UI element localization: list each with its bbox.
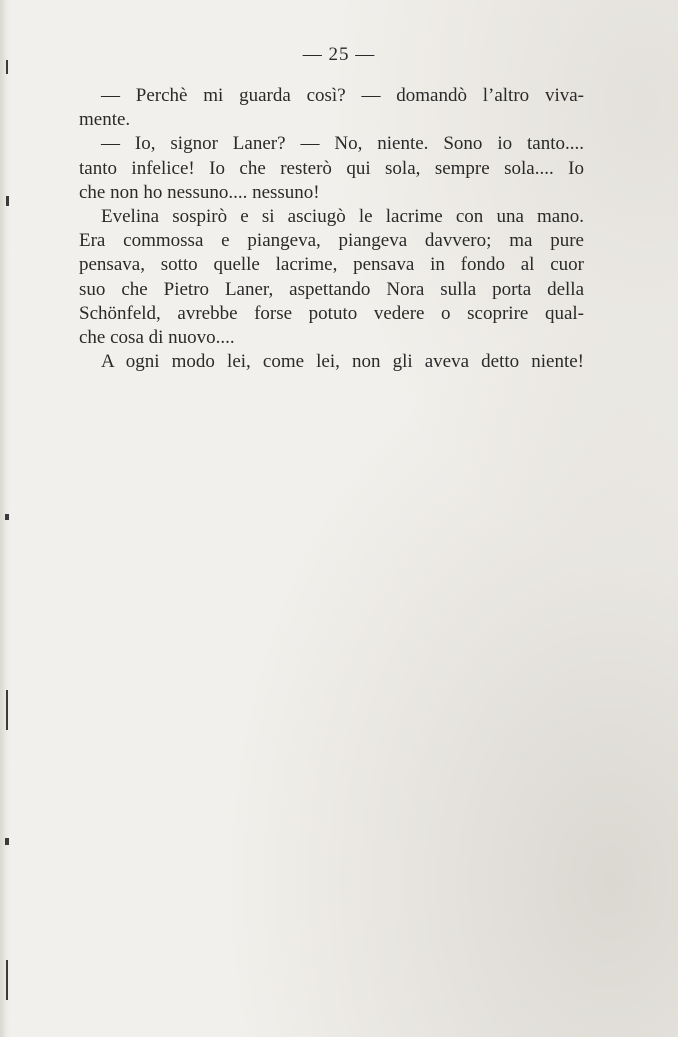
text-line: mente. [79, 109, 131, 131]
text-line: Schönfeld, avrebbe forse potuto vedere o scoprire qual- [79, 302, 584, 324]
text-line: che non ho nessuno.... nessuno! [79, 181, 320, 203]
edge-speck [6, 690, 8, 730]
edge-speck [5, 514, 9, 520]
text-line: suo che Pietro Laner, aspettando Nora sulla porta della [79, 278, 584, 300]
text-line: — Io, signor Laner? — No, niente. Sono io tanto.... [101, 133, 584, 155]
edge-speck [5, 838, 9, 845]
page-number: — 25 — [302, 44, 376, 65]
edge-speck [6, 196, 9, 206]
edge-speck [6, 960, 8, 1000]
body-text [79, 84, 584, 374]
text-line: che cosa di nuovo.... [79, 326, 235, 348]
text-line: tanto infelice! Io che resterò qui sola, sempre sola.... Io [79, 157, 584, 179]
text-line: A ogni modo lei, come lei, non gli aveva detto niente! [101, 351, 584, 373]
text-line: pensava, sotto quelle lacrime, pensava in fondo al cuor [79, 254, 584, 276]
text-line: — Perchè mi guarda così? — domandò l’altro viva- [101, 85, 584, 106]
text-line: Evelina sospirò e si asciugò le lacrime con una mano. [101, 205, 584, 227]
text-line: Era commossa e piangeva, piangeva davvero; ma pure [79, 230, 584, 252]
